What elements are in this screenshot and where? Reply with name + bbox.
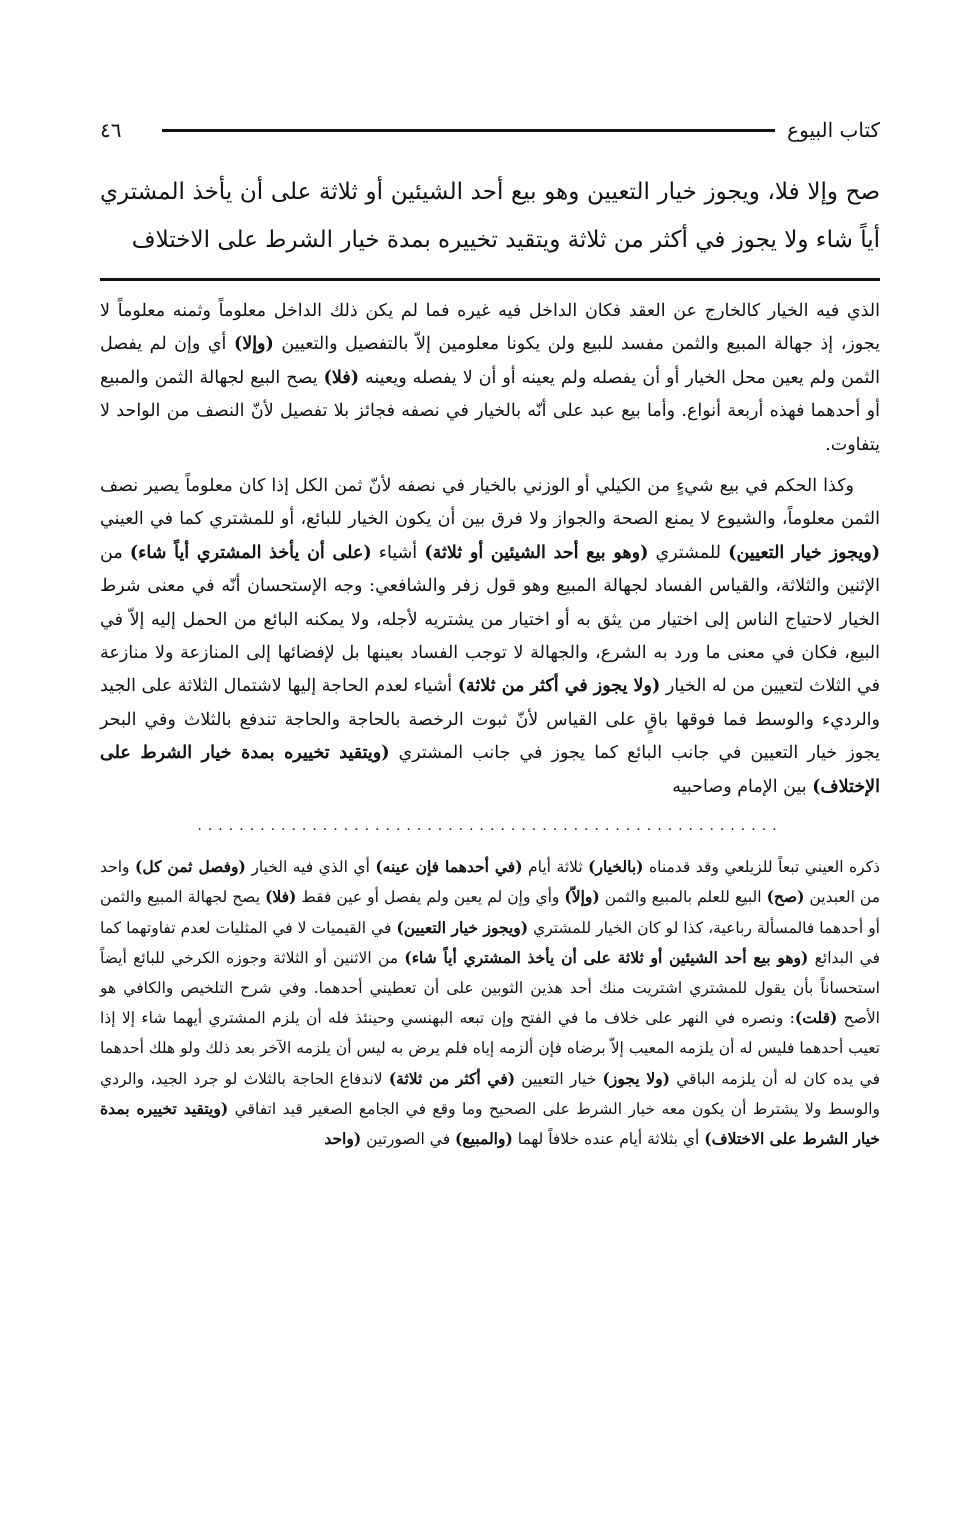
commentary <box>100 295 880 804</box>
commentary-text: من الإثنين والثلاثة، والقياس الفساد لجهالة المبيع وهو قول زفر والشافعي: وجه الإستحسان أنّه في معنى شرط الخيار لاحتياج الناس إلى اختيار من يثق به أو اختيار من يشتريه لأجله، ولا يمكنه البائع من الحمل إليه إلاّ في البيع، فكان في معنى ما ورد به الشرع، والجهالة لا توجب الفساد بعينها بل لإفضائها إلى المنازعة ولا منازعة في الثلاث لتعيين من له الخيار <box>100 542 880 697</box>
quoted-text: (فلا) <box>323 367 359 388</box>
quoted-text: (والمبيع) <box>455 1128 513 1148</box>
quoted-text: (ويتقيد تخييره بمدة خيار الشرط على الاختلاف) <box>100 1098 880 1148</box>
quoted-text: (وإلاّ) <box>564 887 600 907</box>
page-number: ٤٦ <box>100 118 122 142</box>
note-text: أي الذي فيه الخيار <box>245 858 376 877</box>
quoted-text: (فلا) <box>265 887 297 907</box>
quoted-text: (ويجوز خيار التعيين) <box>396 917 529 937</box>
note-text: خيار التعيين <box>515 1069 603 1088</box>
commentary-paragraph-2 <box>100 470 880 804</box>
quoted-text: (ولا يجوز) <box>602 1068 671 1088</box>
book-page <box>100 110 880 1154</box>
commentary-text: أشياء <box>371 542 425 563</box>
quoted-text: (في أكثر من ثلاثة) <box>388 1068 516 1088</box>
quoted-text: (بالخيار) <box>588 857 644 877</box>
quoted-text: (قلت) <box>794 1008 838 1028</box>
commentary-text: أشياء لعدم الحاجة إليها لاشتمال الثلاثة على الجيد والرديء والوسط فما فوقها باقٍ على القياس لأنّ ثبوت الرخصة بالحاجة والحاجة تندفع بالثلاث وفي البحر يجوز خيار التعيين في جانب البائع كما يجوز في جانب المشتري <box>100 676 880 764</box>
quoted-text: (وهو بيع أحد الشيئين أو ثلاثة على أن يأخذ المشتري أياً شاء) <box>404 947 809 967</box>
main-text-body: صح وإلا فلا، ويجوز خيار التعيين وهو بيع أحد الشيئين أو ثلاثة على أن يأخذ المشتري أياً شاء ولا يجوز في أكثر من ثلاثة ويتقيد تخييره بمدة خيار الشرط على الاختلاف <box>100 179 880 253</box>
header-rule <box>162 129 775 132</box>
note-text: ثلاثة أيام <box>522 858 589 877</box>
note-text: البيع للعلم بالمبيع والثمن <box>599 888 767 907</box>
commentary-text: أي وإن لم يفصل الثمن ولم يعين محل الخيار أو أن يفصله ولم يعينه أو أن لا يفصله ويعينه <box>100 334 880 388</box>
quoted-text: (وهو بيع أحد الشيئين أو ثلاثة) <box>424 542 649 563</box>
note-text: في القيميات لا في المثليات لعدم تفاوتهما كما في البدائع <box>100 918 880 967</box>
commentary-text: بين الإمام وصاحبيه <box>672 776 813 797</box>
quoted-text: (واحد <box>324 1128 362 1148</box>
commentary-text: يصح البيع لجهالة الثمن والمبيع أو أحدهما فهذه أربعة أنواع. وأما بيع عبد على أنّه بالخيار في نصفه فجائز بلا تفصيل لأنّ النصف من الواحد لا يتفاوت. <box>100 367 880 455</box>
quoted-text: (ويتقيد تخييره بمدة خيار الشرط على الإختلاف) <box>100 743 880 797</box>
quoted-text: (على أن يأخذ المشتري أياً شاء) <box>129 542 372 563</box>
note-text: وأي وإن لم يعين ولم يفصل أو عين فقط <box>296 888 565 907</box>
note-text: لاندفاع الحاجة بالثلاث لو جرد الجيد، والردي والوسط ولا يشترط أن يكون معه خيار الشرط على الصحيح وما وقع في الجامع الصغير قيد اتفاقي <box>100 1069 880 1118</box>
note-text: واحد من العبدين <box>100 858 881 907</box>
quoted-text: (وإلا) <box>233 334 274 355</box>
quoted-text: (في أحدهما فإن عينه) <box>375 857 523 877</box>
commentary-text: وكذا الحكم في بيع شيءٍ من الكيلي أو الوزني بالخيار في نصفه لأنّ ثمن الكل إذا كان معلوماً يصير نصف الثمن معلوماً، والشيوع لا يمنع الصحة والجواز ولا فرق بين أن يكون الخيار للبائع، أو للمشتري كما في العيني <box>100 476 880 530</box>
note-text: في الصورتين <box>361 1129 456 1148</box>
dotted-separator: ........................................................ <box>197 818 783 835</box>
commentary-text: الذي فيه الخيار كالخارج عن العقد فكان الداخل فيه غيره فما لم يكن ذلك الداخل معلوماً وثمنه معلوماً لا يجوز، إذ جهالة المبيع والثمن مفسد للبيع ولن يكونا معلومين إلاّ بالتفصيل والتعيين <box>100 301 880 355</box>
main-text <box>100 168 880 264</box>
main-text-divider <box>100 278 880 281</box>
page-header <box>100 110 880 150</box>
marginal-notes <box>100 852 880 1154</box>
note-text: أي بثلاثة أيام عنده خلافاً لهما <box>512 1129 705 1148</box>
commentary-text: للمشتري <box>648 542 729 563</box>
note-text: : ونصره في النهر على خلاف ما في الفتح وإن تبعه البهنسي وحينئذ فله أن يلزم المشتري أيهما شاء إلا إذا تعيب أحدهما فليس له أن يلزمه المعيب إلاّ برضاه فإن ألزمه إياه فلم يرض به ليس أن يلزمه الآخر بعد ذلك ولو هلك أحدهما في يده كان له أن يلزمه الباقي <box>100 1009 881 1088</box>
commentary-paragraph-1 <box>100 295 880 462</box>
note-text: من الاثنين أو الثلاثة وجوزه الكرخي للبائع أيضاً استحساناً بأن يقول للمشتري اشتريت منك أحد هذين الثوبين على أن تعطيني أحدهما. وفي شرح التلخيص والكافي هو الأصح <box>100 948 880 1028</box>
quoted-text: (ولا يجوز في أكثر من ثلاثة) <box>457 676 661 697</box>
book-title: كتاب البيوع <box>787 118 880 142</box>
note-text: يصح لجهالة المبيع والثمن أو أحدهما فالمسألة رباعية، كذا لو كان الخيار للمشتري <box>100 888 880 937</box>
note-text: ذكره العيني تبعاً للزيلعي وقد قدمناه <box>643 858 880 877</box>
quoted-text: (وفصل ثمن كل) <box>135 857 246 877</box>
quoted-text: (صح) <box>766 887 805 907</box>
quoted-text: (ويجوز خيار التعيين) <box>728 542 880 563</box>
